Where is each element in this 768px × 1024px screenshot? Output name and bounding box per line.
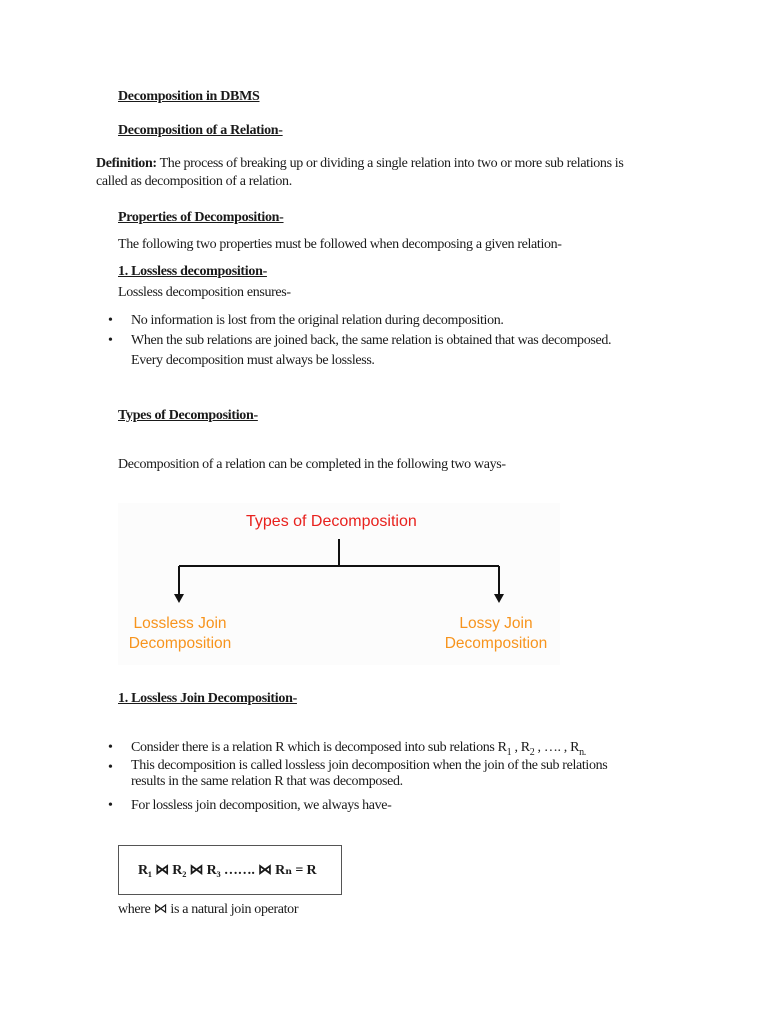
properties-heading: Properties of Decomposition- (118, 210, 284, 225)
doc-title: Decomposition in DBMS (118, 89, 260, 104)
list-item: For lossless join decomposition, we always have- (131, 798, 392, 813)
lossless-intro: Lossless decomposition ensures- (118, 285, 291, 300)
types-heading: Types of Decomposition- (118, 408, 258, 423)
types-intro: Decomposition of a relation can be completed in the following two ways- (118, 457, 506, 472)
definition-text: The process of breaking up or dividing a single relation into two or more sub relations is (159, 156, 624, 171)
section-heading-decomposition: Decomposition of a Relation- (118, 123, 283, 138)
formula-box (118, 845, 342, 895)
diagram-left-label-line2: Decomposition (128, 635, 232, 652)
definition-text-cont: called as decomposition of a relation. (96, 174, 292, 189)
bullet-dot: • (108, 798, 113, 813)
diagram-left-node (118, 614, 242, 654)
lossless-heading: 1. Lossless decomposition- (118, 264, 267, 279)
join-formula: R₁ ⋈ R₂ ⋈ R₃ ……. ⋈ Rₙ = R (138, 863, 317, 878)
types-diagram (118, 503, 560, 665)
list-item: Consider there is a relation R which is decomposed into sub relations $R_1$ , $R_2$ , …. , $R_{n.}$ (131, 740, 586, 758)
bullet-dot: • (108, 760, 113, 775)
diagram-right-node (434, 614, 558, 654)
diagram-right-label-line1: Lossy Join (459, 615, 533, 632)
bullet-dot: • (108, 740, 113, 755)
diagram-root-label: Types of Decomposition (246, 513, 417, 530)
properties-intro: The following two properties must be followed when decomposing a given relation- (118, 237, 562, 252)
definition-paragraph (96, 155, 706, 191)
join-operator-note: where ⋈ is a natural join operator (118, 902, 299, 917)
list-item: This decomposition is called lossless join decomposition when the join of the sub relations results in the same relation R that was decomposed. (131, 758, 608, 789)
diagram-right-label-line2: Decomposition (444, 635, 548, 652)
list-item-cont: Every decomposition must always be lossless. (131, 353, 375, 368)
bullet-dot: • (108, 313, 113, 328)
bullet-dot: • (108, 333, 113, 348)
lossless-join-heading: 1. Lossless Join Decomposition- (118, 691, 297, 706)
list-item: No information is lost from the original relation during decomposition. (131, 313, 504, 328)
list-item: When the sub relations are joined back, the same relation is obtained that was decomposed. (131, 333, 612, 348)
definition-label: Definition: (96, 156, 157, 171)
diagram-left-label-line1: Lossless Join (133, 615, 227, 632)
